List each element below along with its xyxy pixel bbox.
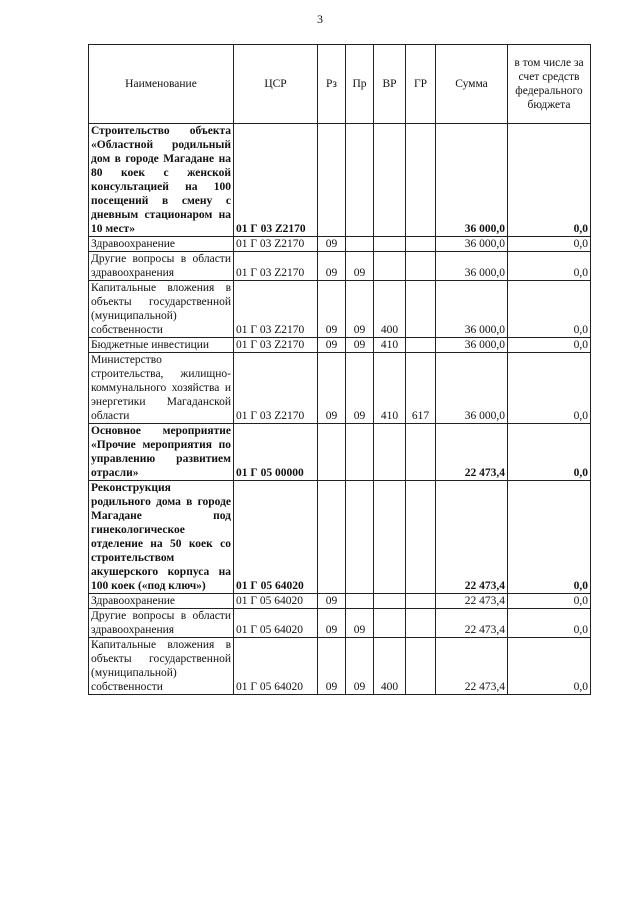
- row-vr: [374, 124, 406, 237]
- row-rz: 09: [318, 237, 346, 252]
- row-vr: 400: [374, 638, 406, 695]
- row-name: Реконструкция родильного дома в городе Магадане под гинекологическое отделение на 50 коек со строительством акушерского корпуса на 100 коек («под ключ»): [89, 481, 234, 594]
- row-vr: [374, 237, 406, 252]
- row-federal: 0,0: [508, 338, 591, 353]
- row-vr: [374, 594, 406, 609]
- row-name: Основное мероприятие «Прочие мероприятия по управлению развитием отрасли»: [89, 424, 234, 481]
- row-rz: 09: [318, 353, 346, 424]
- row-sum: 22 473,4: [436, 424, 508, 481]
- row-pr: 09: [346, 338, 374, 353]
- row-vr: [374, 424, 406, 481]
- row-vr: [374, 481, 406, 594]
- row-csr: 01 Г 03 Z2170: [234, 353, 318, 424]
- table-row: [89, 124, 591, 237]
- budget-table: [88, 44, 591, 695]
- table-row: [89, 237, 591, 252]
- row-vr: 410: [374, 338, 406, 353]
- row-gr: [406, 237, 436, 252]
- header-sum: Сумма: [436, 45, 508, 124]
- row-sum: 36 000,0: [436, 281, 508, 338]
- table-row: [89, 609, 591, 638]
- row-pr: 09: [346, 353, 374, 424]
- table-row: [89, 353, 591, 424]
- row-federal: 0,0: [508, 124, 591, 237]
- row-name: Здравоохранение: [89, 594, 234, 609]
- table-header-row: [89, 45, 591, 124]
- row-rz: 09: [318, 638, 346, 695]
- row-rz: [318, 124, 346, 237]
- header-federal: в том числе за счет средств федерального бюджета: [508, 45, 591, 124]
- row-pr: [346, 481, 374, 594]
- row-name: Другие вопросы в области здравоохранения: [89, 609, 234, 638]
- row-gr: [406, 609, 436, 638]
- row-name: Здравоохранение: [89, 237, 234, 252]
- row-pr: [346, 237, 374, 252]
- row-federal: 0,0: [508, 424, 591, 481]
- row-csr: 01 Г 05 64020: [234, 594, 318, 609]
- row-csr: 01 Г 05 64020: [234, 609, 318, 638]
- row-pr: 09: [346, 252, 374, 281]
- row-sum: 22 473,4: [436, 609, 508, 638]
- row-federal: 0,0: [508, 281, 591, 338]
- row-pr: 09: [346, 638, 374, 695]
- header-rz: Рз: [318, 45, 346, 124]
- row-name: Капитальные вложения в объекты государственной (муниципальной) собственности: [89, 281, 234, 338]
- row-vr: [374, 252, 406, 281]
- row-rz: 09: [318, 594, 346, 609]
- row-pr: 09: [346, 609, 374, 638]
- row-federal: 0,0: [508, 237, 591, 252]
- row-name: Строительство объекта «Областной родильный дом в городе Магадане на 80 коек с женской консультацией на 100 посещений в смену с дневным стационаром на 10 мест»: [89, 124, 234, 237]
- row-csr: 01 Г 03 Z2170: [234, 281, 318, 338]
- table-row: [89, 338, 591, 353]
- row-pr: [346, 594, 374, 609]
- table-row: [89, 594, 591, 609]
- row-csr: 01 Г 05 64020: [234, 638, 318, 695]
- row-vr: 400: [374, 281, 406, 338]
- row-gr: [406, 124, 436, 237]
- row-rz: 09: [318, 281, 346, 338]
- row-csr: 01 Г 03 Z2170: [234, 338, 318, 353]
- row-gr: [406, 281, 436, 338]
- row-gr: [406, 594, 436, 609]
- row-federal: 0,0: [508, 252, 591, 281]
- row-sum: 36 000,0: [436, 124, 508, 237]
- row-name: Бюджетные инвестиции: [89, 338, 234, 353]
- row-sum: 22 473,4: [436, 481, 508, 594]
- header-pr: Пр: [346, 45, 374, 124]
- row-rz: [318, 424, 346, 481]
- row-federal: 0,0: [508, 481, 591, 594]
- row-csr: 01 Г 03 Z2170: [234, 237, 318, 252]
- row-vr: [374, 609, 406, 638]
- table-row: [89, 424, 591, 481]
- table-row: [89, 638, 591, 695]
- row-sum: 36 000,0: [436, 353, 508, 424]
- row-rz: 09: [318, 609, 346, 638]
- row-csr: 01 Г 03 Z2170: [234, 252, 318, 281]
- row-csr: 01 Г 05 64020: [234, 481, 318, 594]
- table-row: [89, 281, 591, 338]
- row-gr: [406, 481, 436, 594]
- row-pr: 09: [346, 281, 374, 338]
- header-csr: ЦСР: [234, 45, 318, 124]
- row-sum: 36 000,0: [436, 338, 508, 353]
- row-federal: 0,0: [508, 638, 591, 695]
- table-row: [89, 252, 591, 281]
- row-sum: 36 000,0: [436, 252, 508, 281]
- row-sum: 36 000,0: [436, 237, 508, 252]
- row-pr: [346, 424, 374, 481]
- row-gr: [406, 252, 436, 281]
- row-vr: 410: [374, 353, 406, 424]
- table-row: [89, 481, 591, 594]
- row-federal: 0,0: [508, 353, 591, 424]
- row-gr: [406, 638, 436, 695]
- header-gr: ГР: [406, 45, 436, 124]
- row-gr: 617: [406, 353, 436, 424]
- row-rz: 09: [318, 338, 346, 353]
- row-csr: 01 Г 05 00000: [234, 424, 318, 481]
- row-federal: 0,0: [508, 609, 591, 638]
- row-sum: 22 473,4: [436, 594, 508, 609]
- row-rz: [318, 481, 346, 594]
- row-pr: [346, 124, 374, 237]
- header-vr: ВР: [374, 45, 406, 124]
- row-federal: 0,0: [508, 594, 591, 609]
- row-sum: 22 473,4: [436, 638, 508, 695]
- page-number: 3: [317, 12, 323, 26]
- row-name: Капитальные вложения в объекты государственной (муниципальной) собственности: [89, 638, 234, 695]
- row-csr: 01 Г 03 Z2170: [234, 124, 318, 237]
- row-gr: [406, 338, 436, 353]
- row-name: Другие вопросы в области здравоохранения: [89, 252, 234, 281]
- row-gr: [406, 424, 436, 481]
- header-name: Наименование: [89, 45, 234, 124]
- row-name: Министерство строительства, жилищно-коммунального хозяйства и энергетики Магаданской области: [89, 353, 234, 424]
- row-rz: 09: [318, 252, 346, 281]
